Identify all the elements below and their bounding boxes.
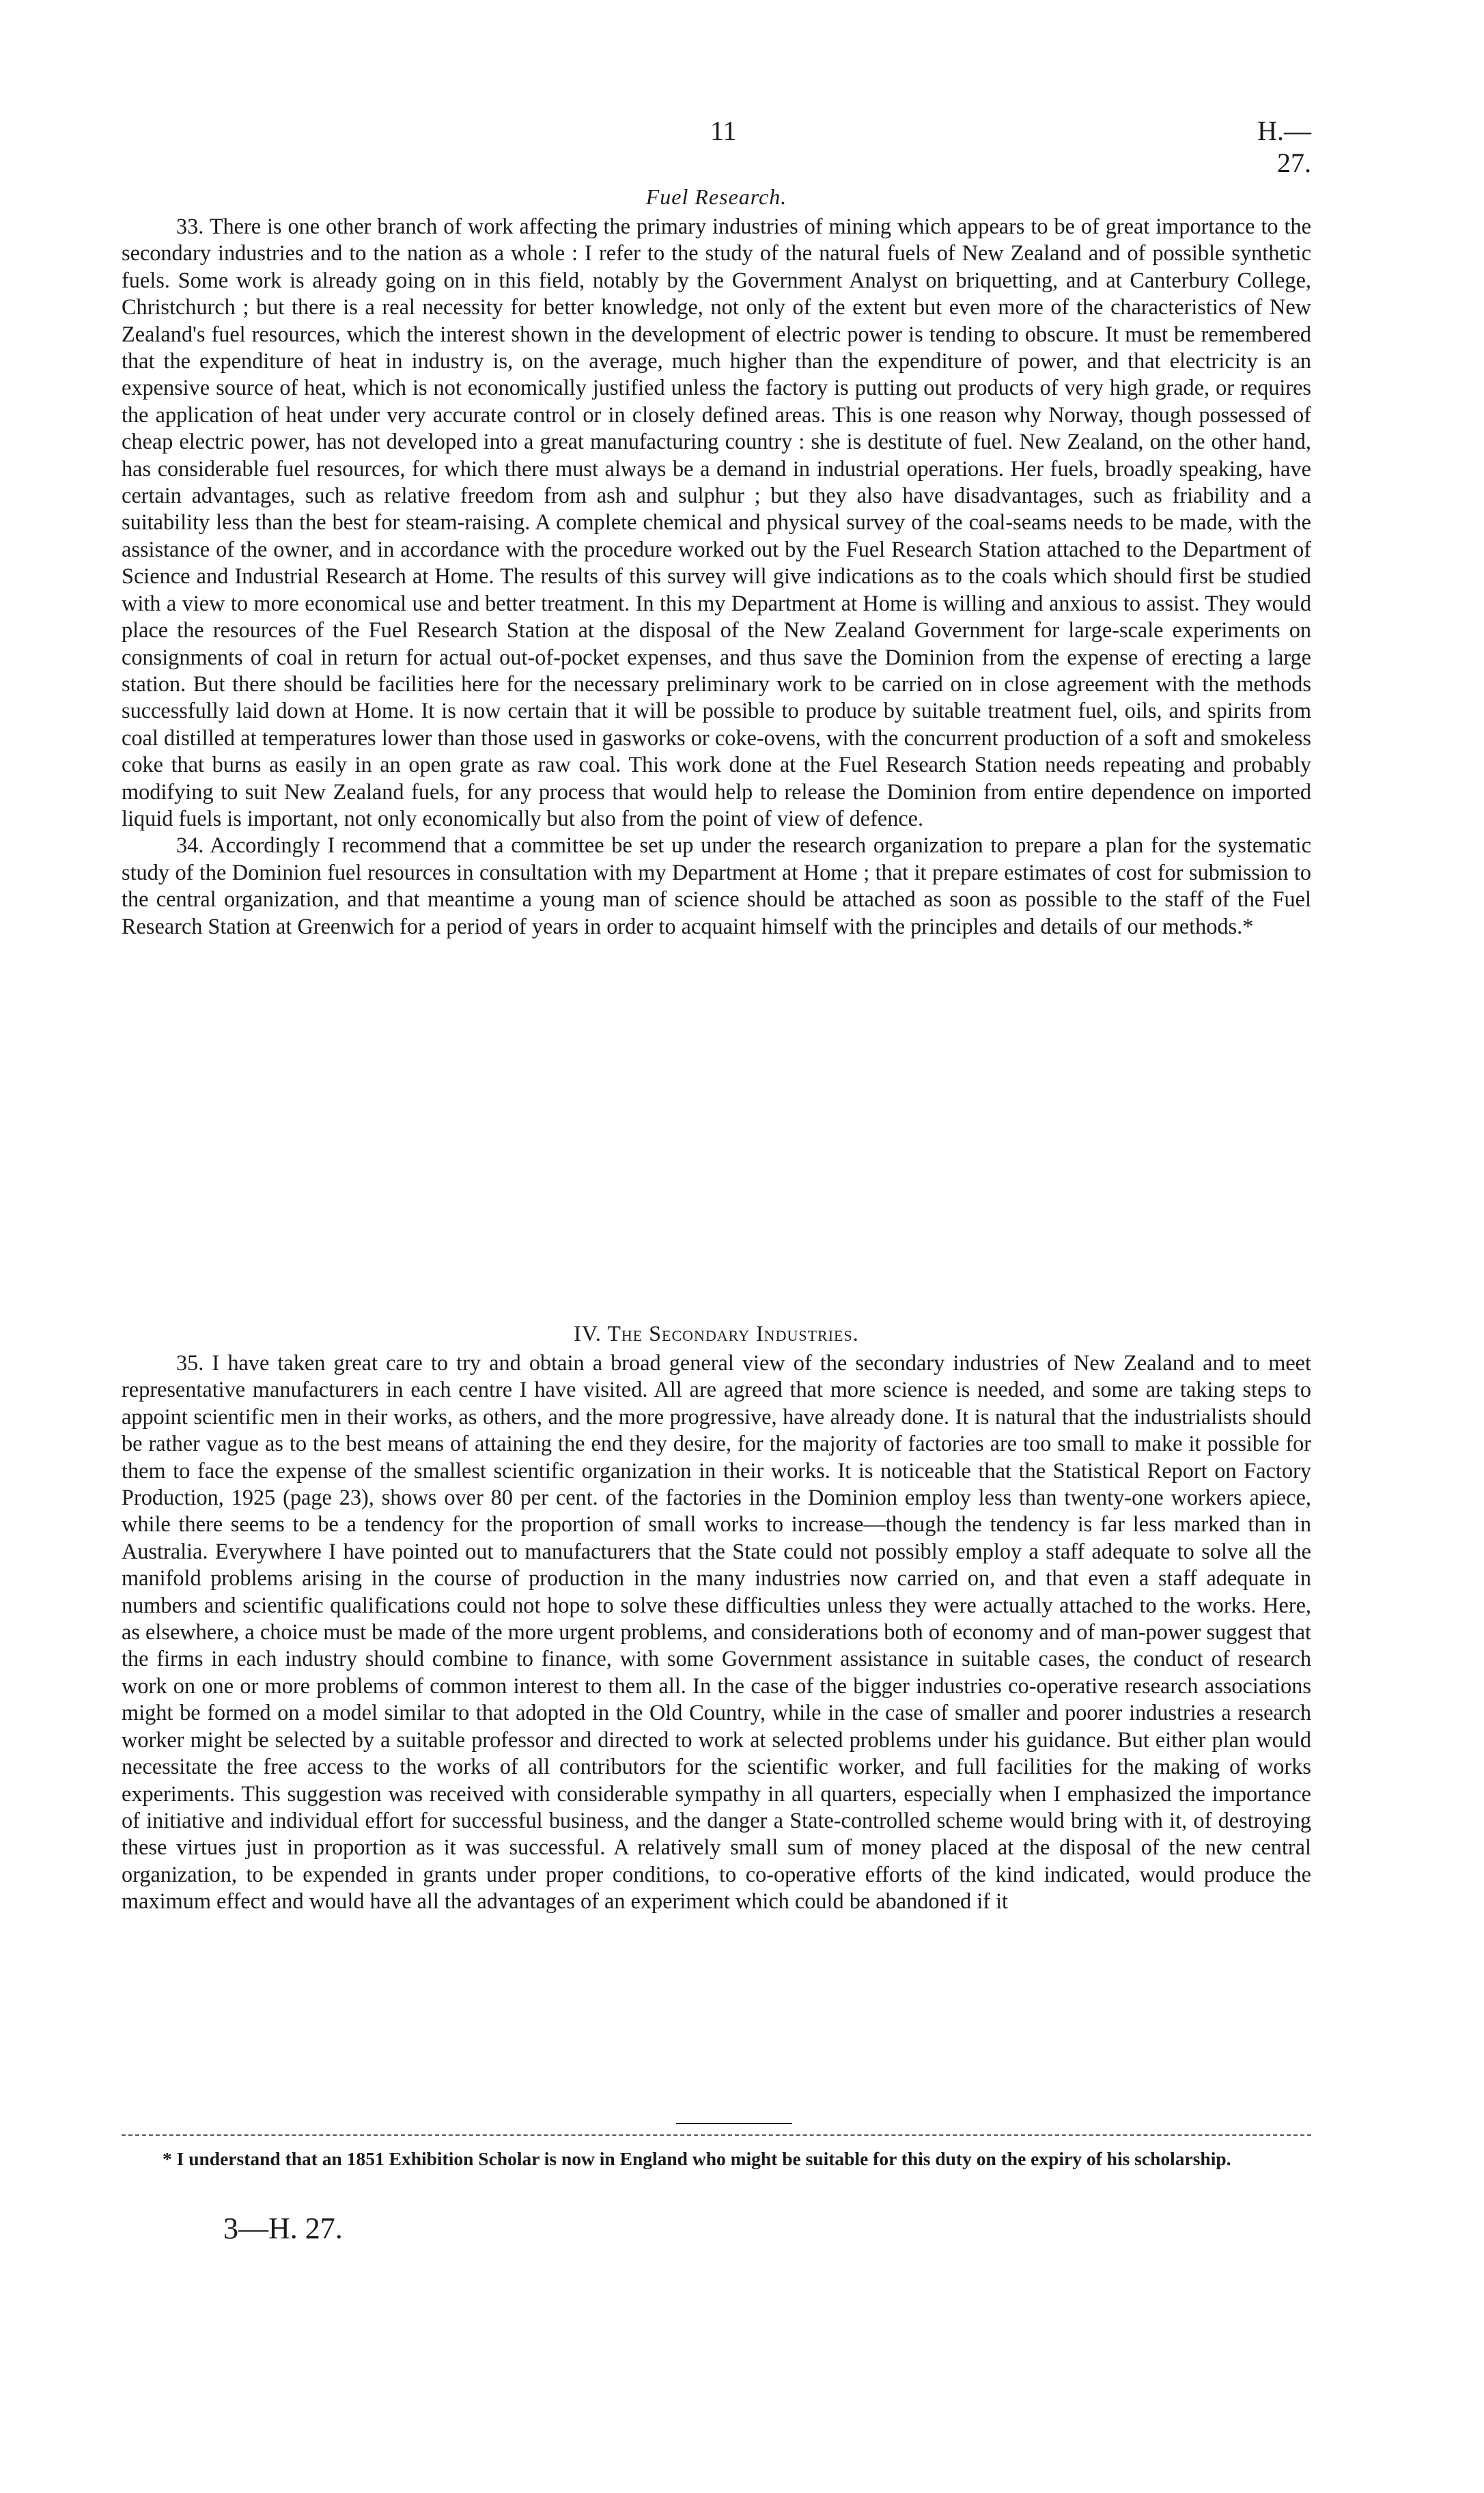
paragraph-33: 33. There is one other branch of work affecting the primary industries of mining which appears to be of great importance to the secondary industries and to the nation as a whole : I refer to the study of the natural fuels of New Zealand and of possible synthetic fuels. Some work is already going on in this field, notably by the Government Analyst on briquetting, and at Canterbury College, Christchurch ; but there is a real necessity for better knowledge, not only of the extent but even more of the characteristics of New Zealand's fuel resources, which the interest shown in the development of electric power is tending to obscure. It must be remembered that the expenditure of heat in industry is, on the average, much higher than the expenditure of power, and that electricity is an expensive source of heat, which is not economically justified unless the factory is putting out products of very high grade, or requires the application of heat under very accurate control or in closely defined areas. This is one reason why Norway, though possessed of cheap electric power, has not developed into a great manufacturing country : she is destitute of fuel. New Zealand, on the other hand, has considerable fuel resources, for which there must always be a demand in industrial operations. Her fuels, broadly speaking, have certain advantages, such as relative freedom from ash and sulphur ; but they also have disadvantages, such as friability and a suitability less than the best for steam-raising. A complete chemical and physical survey of the coal-seams needs to be made, with the assistance of the owner, and in accordance with the procedure worked out by the Fuel Research Station attached to the Department of Science and Industrial Research at Home. The results of this survey will give indications as to the coals which should first be studied with a view to more economical use and better treatment. In this my Department at Home is willing and anxious to assist. They would place the resources of the Fuel Research Station at the disposal of the New Zealand Government for large-scale experiments on consignments of coal in return for actual out-of-pocket expenses, and thus save the Dominion from the expense of erecting a large station. But there should be facilities here for the necessary preliminary work to be carried on in close agreement with the methods successfully laid down at Home. It is now certain that it will be possible to produce by suitable treatment fuel, oils, and spirits from coal distilled at temperatures lower than those used in gasworks or coke-ovens, with the concurrent production of a soft and smokeless coke that burns as easily in an open grate as raw coal. This work done at the Fuel Research Station needs repeating and probably modifying to suit New Zealand fuels, for any process that would help to release the Dominion from entire dependence on imported liquid fuels is important, not only economically but also from the point of view of defence. [122,214,1311,831]
footnote [122,2147,1311,2171]
page-number: 11 [710,115,737,146]
document-reference: H.—27. [1257,115,1311,178]
fuel-research-heading: Fuel Research. [645,184,787,209]
footnote-short-rule [676,2123,792,2124]
signature-mark: 3—H. 27. [223,2212,343,2245]
paragraph-34: 34. Accordingly I recommend that a committee be set up under the research organization to prepare a plan for the systematic study of the Dominion fuel resources in consultation with my Department at Home ; that it prepare estimates of cost for submission to the central organization, and that meantime a young man of science should be attached as soon as possible to the staff of the Fuel Research Station at Greenwich for a period of years in order to acquaint himself with the principles and details of our methods.* [122,833,1311,938]
paragraph-35: 35. I have taken great care to try and obtain a broad general view of the secondary industries of New Zealand and to meet representative manufacturers in each centre I have visited. All are agreed that more science is needed, and some are taking steps to appoint scientific men in their works, as others, and the more progressive, have already done. It is natural that the industrialists should be rather vague as to the best means of attaining the end they desire, for the majority of factories are too small to make it possible for them to face the expense of the smallest scientific organization in their works. It is noticeable that the Statistical Report on Factory Production, 1925 (page 23), shows over 80 per cent. of the factories in the Dominion employ less than twenty-one workers apiece, while there seems to be a tendency for the proportion of small works to increase—though the tendency is far less marked than in Australia. Everywhere I have pointed out to manufacturers that the State could not possibly employ a staff adequate to solve all the manifold problems arising in the course of production in the many industries now carried on, and that even a staff adequate in numbers and scientific qualifications could not hope to solve these difficulties unless they were actually attached to the works. Here, as elsewhere, a choice must be made of the more urgent problems, and considerations both of economy and of man-power suggest that the firms in each industry should combine to finance, with some Government assistance in suitable cases, the conduct of research work on one or more problems of common interest to them all. In the case of the bigger industries co-operative research associations might be formed on a model similar to that adopted in the Old Country, while in the case of smaller and poorer industries a research worker might be selected by a suitable professor and directed to work at selected problems under his guidance. But either plan would necessitate the free access to the works of all contributors for the scientific worker, and full facilities for the making of works experiments. This suggestion was received with considerable sympathy in all quarters, especially when I emphasized the importance of initiative and individual effort for successful business, and the danger a State-controlled scheme would bring with it, of destroying these virtues just in proportion as it was successful. A relatively small sum of money placed at the disposal of the new central organization, to be expended in grants under proper conditions, to co-operative efforts of the kind indicated, would produce the maximum effect and would have all the advantages of an experiment which could be abandoned if it [122,1350,1311,1914]
footnote-divider [122,2134,1311,2136]
secondary-industries-body [122,1350,1311,1915]
secondary-industries-heading: IV. The Secondary Industries. [574,1321,859,1346]
fuel-research-body [122,213,1311,940]
footnote-text: * I understand that an 1851 Exhibition Scholar is now in England who might be suitable for this duty on the expiry of his scholarship. [163,2148,1231,2169]
